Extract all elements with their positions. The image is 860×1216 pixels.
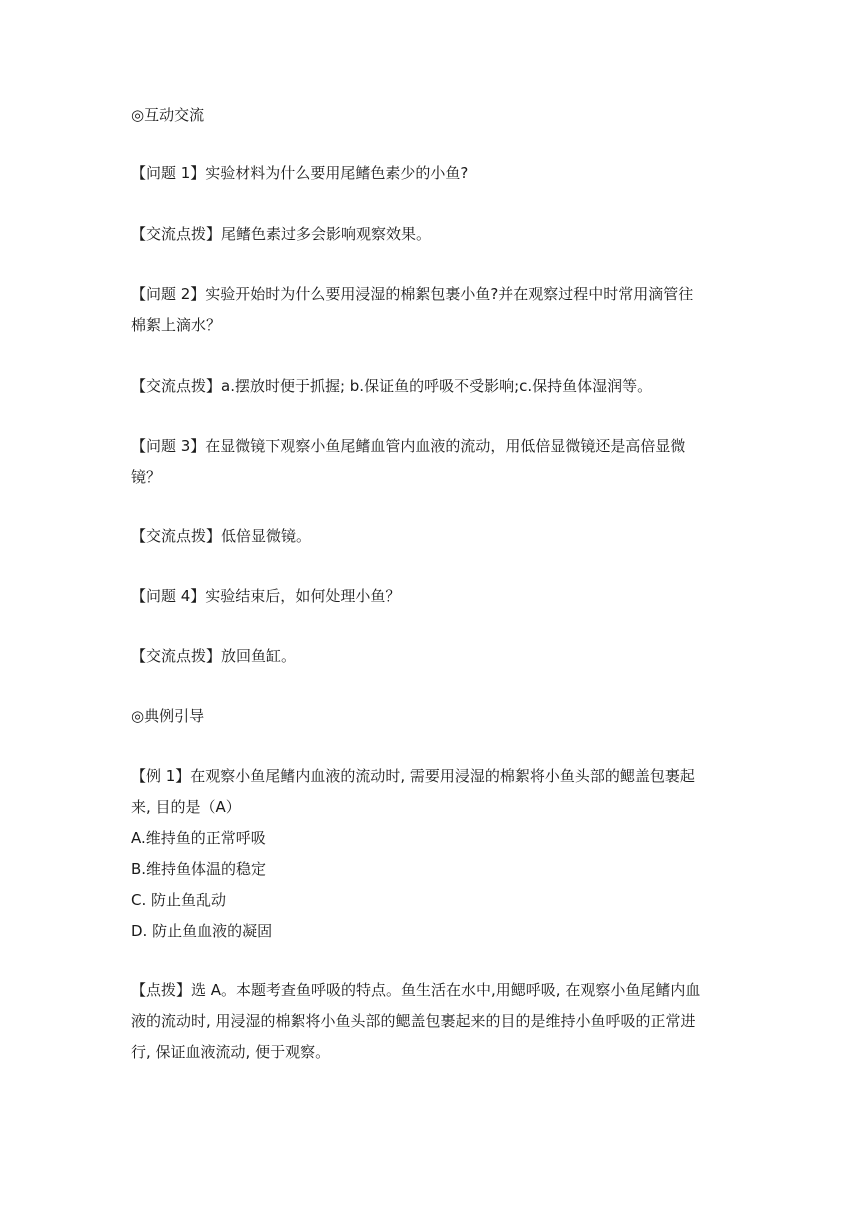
tip-line-2: 液的流动时, 用浸湿的棉絮将小鱼头部的鳃盖包裹起来的目的是维持小鱼呼吸的正常进 — [131, 1012, 696, 1030]
section-heading-interact: ◎互动交流 — [131, 106, 205, 124]
example-1-tip — [131, 975, 731, 1068]
question-3 — [131, 431, 731, 493]
example-1-line-1: 【例 1】在观察小鱼尾鳍内血液的流动时, 需要用浸湿的棉絮将小鱼头部的鳃盖包裹起 — [131, 767, 695, 785]
option-b: B.维持鱼体温的稳定 — [131, 860, 267, 878]
section-heading-example: ◎典例引导 — [131, 707, 205, 725]
question-3-line-2: 镜？ — [131, 468, 162, 486]
option-d: D. 防止鱼血液的凝固 — [131, 922, 273, 940]
question-2-line-1: 【问题 2】实验开始时为什么要用浸湿的棉絮包裹小鱼?并在观察过程中时常用滴管往 — [131, 285, 694, 303]
answer-2: 【交流点拨】a.摆放时便于抓握; b.保证鱼的呼吸不受影响;c.保持鱼体湿润等。 — [131, 377, 653, 395]
option-a: A.维持鱼的正常呼吸 — [131, 829, 266, 847]
question-2-line-2: 棉絮上滴水？ — [131, 316, 222, 334]
example-1-line-2: 来, 目的是（A） — [131, 798, 241, 816]
question-2 — [131, 279, 731, 341]
option-c: C. 防止鱼乱动 — [131, 891, 227, 909]
question-1: 【问题 1】实验材料为什么要用尾鳍色素少的小鱼? — [131, 164, 469, 182]
answer-3: 【交流点拨】低倍显微镜。 — [131, 527, 312, 545]
answer-4: 【交流点拨】放回鱼缸。 — [131, 647, 297, 665]
tip-line-1: 【点拨】选 A。本题考查鱼呼吸的特点。鱼生活在水中,用鳃呼吸, 在观察小鱼尾鳍内血 — [131, 981, 701, 999]
answer-1: 【交流点拨】尾鳍色素过多会影响观察效果。 — [131, 225, 432, 243]
question-4: 【问题 4】实验结束后，如何处理小鱼？ — [131, 587, 401, 605]
example-1 — [131, 761, 731, 947]
tip-line-3: 行, 保证血液流动, 便于观察。 — [131, 1043, 331, 1061]
question-3-line-1: 【问题 3】在显微镜下观察小鱼尾鳍血管内血液的流动，用低倍显微镜还是高倍显微 — [131, 437, 686, 455]
